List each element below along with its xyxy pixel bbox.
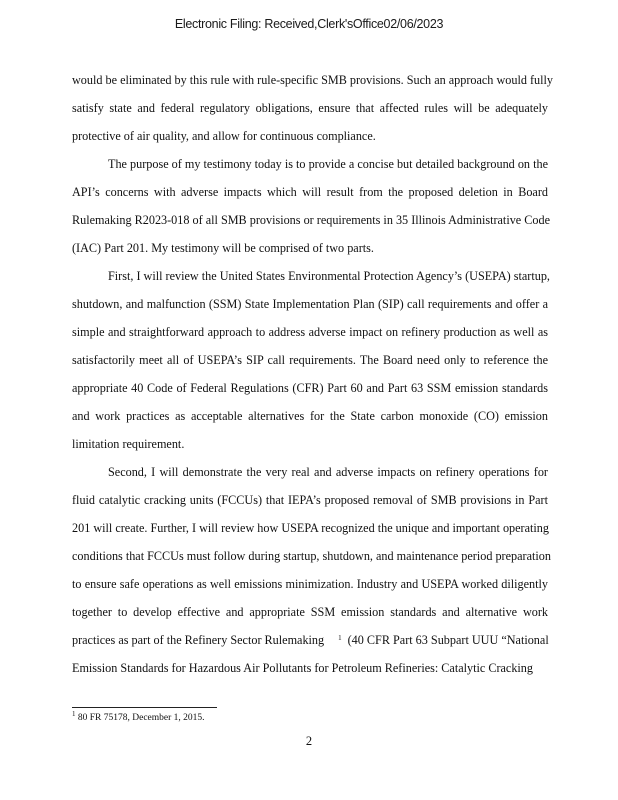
body-line: simple and straightforward approach to address adverse impact on refinery production as well as [72, 325, 548, 339]
body-line: Rulemaking R2023-018 of all SMB provisions or requirements in 35 Illinois Administrative Code [72, 213, 550, 227]
footnote-reference[interactable]: 1 [338, 634, 342, 642]
body-line: Emission Standards for Hazardous Air Pollutants for Petroleum Refineries: Catalytic Cracking [72, 661, 533, 675]
body-line: fluid catalytic cracking units (FCCUs) that IEPA’s proposed removal of SMB provisions in Part [72, 493, 548, 507]
body-line: satisfactorily meet all of USEPA’s SIP call requirements. The Board need only to reference the [72, 353, 548, 367]
body-line: 201 will create. Further, I will review how USEPA recognized the unique and important operating [72, 521, 549, 535]
body-line-segment: (40 CFR Part 63 Subpart UUU “National [347, 633, 549, 647]
footnote [72, 712, 205, 724]
body-line: First, I will review the United States Environmental Protection Agency’s (USEPA) startup, [108, 269, 550, 283]
body-line: API’s concerns with adverse impacts which will result from the proposed deletion in Board [72, 185, 548, 199]
filing-stamp: Electronic Filing: Received,Clerk'sOffice02/06/2023 [174, 17, 444, 31]
body-line: protective of air quality, and allow for continuous compliance. [72, 129, 376, 143]
body-line: and work practices as acceptable alternatives for the State carbon monoxide (CO) emission [72, 409, 548, 423]
footnote-text: 80 FR 75178, December 1, 2015. [75, 713, 205, 723]
body-line: appropriate 40 Code of Federal Regulations (CFR) Part 60 and Part 63 SSM emission standards [72, 381, 548, 395]
body-line: (IAC) Part 201. My testimony will be comprised of two parts. [72, 241, 374, 255]
body-line: shutdown, and malfunction (SSM) State Implementation Plan (SIP) call requirements and offer a [72, 297, 548, 311]
page-number: 2 [305, 734, 313, 748]
body-line: limitation requirement. [72, 437, 185, 451]
body-line: satisfy state and federal regulatory obligations, ensure that affected rules will be adequately [72, 101, 548, 115]
body-line: to ensure safe operations as well emissions minimization. Industry and USEPA worked diligently [72, 577, 548, 591]
body-line-segment: practices as part of the Refinery Sector Rulemaking [72, 633, 325, 647]
body-line: conditions that FCCUs must follow during startup, shutdown, and maintenance period preparation [72, 549, 551, 563]
body-line: would be eliminated by this rule with rule-specific SMB provisions. Such an approach would fully [72, 73, 553, 87]
footnote-divider [72, 707, 217, 708]
body-line: Second, I will demonstrate the very real and adverse impacts on refinery operations for [108, 465, 548, 479]
footnote-marker: 1 [72, 710, 76, 718]
body-line: together to develop effective and appropriate SSM emission standards and alternative work [72, 605, 548, 619]
body-line-with-footnote [72, 633, 548, 647]
body-line: The purpose of my testimony today is to provide a concise but detailed background on the [108, 157, 548, 171]
